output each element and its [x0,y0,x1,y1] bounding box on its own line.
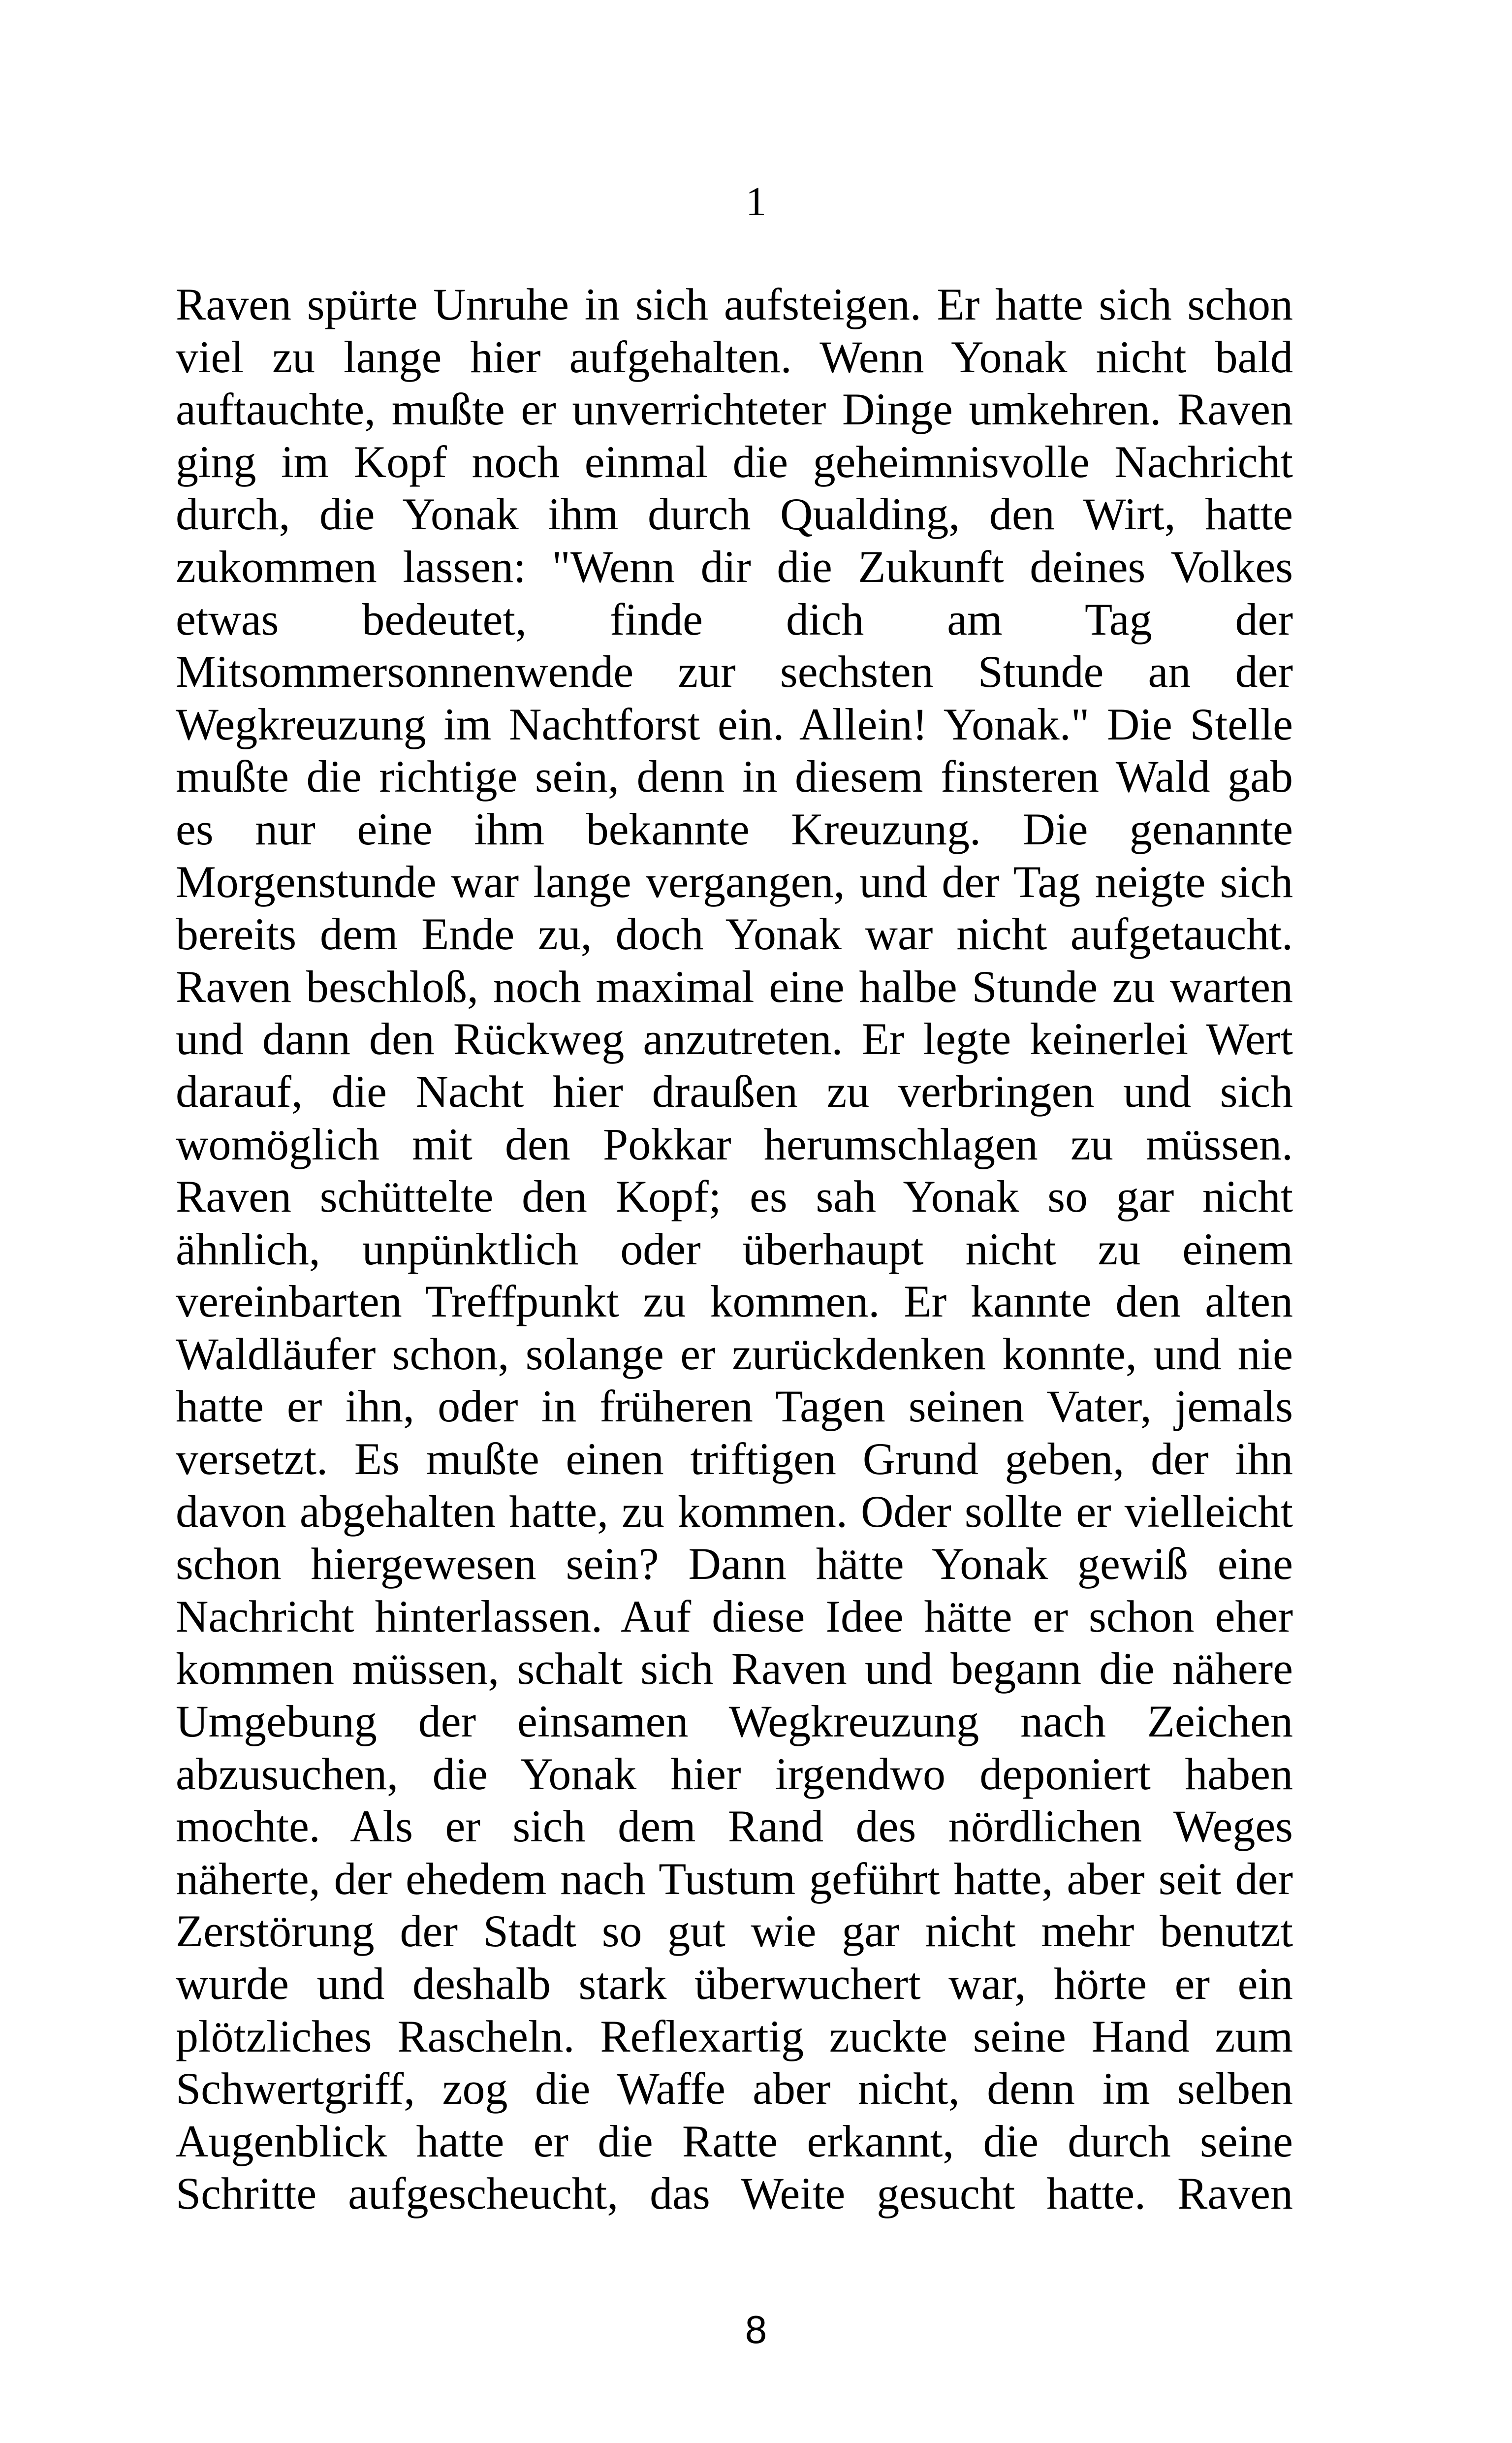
body-text [176,278,1293,2220]
text-line: Wegkreuzung im Nachtforst ein. Allein! Yonak." Die Stelle [176,699,1293,749]
text-line: versetzt. Es mußte einen triftigen Grund geben, der ihn [176,1434,1293,1484]
text-line: Raven spürte Unruhe in sich aufsteigen. Er hatte sich schon [176,279,1293,329]
text-line: Raven schüttelte den Kopf; es sah Yonak so gar nicht [176,1171,1293,1222]
text-line: Zerstörung der Stadt so gut wie gar nicht mehr benutzt [176,1906,1293,1957]
text-line: darauf, die Nacht hier draußen zu verbringen und sich [176,1066,1293,1117]
text-line: Schritte aufgescheucht, das Weite gesucht hatte. Raven [176,2168,1293,2219]
text-line: Schwertgriff, zog die Waffe aber nicht, denn im selben [176,2063,1293,2114]
text-line: wurde und deshalb stark überwuchert war, hörte er ein [176,1959,1293,2009]
text-line: Nachricht hinterlassen. Auf diese Idee hätte er schon eher [176,1591,1293,1641]
text-line: Augenblick hatte er die Ratte erkannt, die durch seine [176,2116,1293,2166]
text-line: Morgenstunde war lange vergangen, und der Tag neigte sich [176,856,1293,907]
text-line: viel zu lange hier aufgehalten. Wenn Yonak nicht bald [176,331,1293,382]
text-line: es nur eine ihm bekannte Kreuzung. Die genannte [176,804,1293,854]
text-line: ähnlich, unpünktlich oder überhaupt nicht zu einem [176,1223,1293,1274]
text-line: näherte, der ehedem nach Tustum geführt hatte, aber seit der [176,1853,1293,1904]
text-line: womöglich mit den Pokkar herumschlagen zu müssen. [176,1119,1293,1169]
text-line: und dann den Rückweg anzutreten. Er legte keinerlei Wert [176,1014,1293,1064]
text-line: auftauchte, mußte er unverrichteter Dinge umkehren. Raven [176,384,1293,435]
text-line: ging im Kopf noch einmal die geheimnisvolle Nachricht [176,436,1293,487]
text-line: kommen müssen, schalt sich Raven und begann die nähere [176,1643,1293,1694]
page-number: 8 [745,2308,767,2351]
text-line: bereits dem Ende zu, doch Yonak war nicht aufgetaucht. [176,909,1293,960]
text-line: hatte er ihn, oder in früheren Tagen seinen Vater, jemals [176,1381,1293,1432]
text-line: mußte die richtige sein, denn in diesem finsteren Wald gab [176,751,1293,802]
text-line: Waldläufer schon, solange er zurückdenken konnte, und nie [176,1328,1293,1379]
text-line: zukommen lassen: "Wenn dir die Zukunft deines Volkes [176,541,1293,592]
text-line: schon hiergewesen sein? Dann hätte Yonak gewiß eine [176,1539,1293,1589]
text-line: vereinbarten Treffpunkt zu kommen. Er kannte den alten [176,1276,1293,1327]
chapter-number: 1 [746,179,766,225]
text-line: mochte. Als er sich dem Rand des nördlichen Weges [176,1801,1293,1852]
text-line: davon abgehalten hatte, zu kommen. Oder sollte er vielleicht [176,1486,1293,1537]
text-line: Raven beschloß, noch maximal eine halbe Stunde zu warten [176,961,1293,1012]
text-line: Umgebung der einsamen Wegkreuzung nach Zeichen [176,1696,1293,1747]
text-line: etwas bedeutet, finde dich am Tag der [176,594,1293,644]
text-line: Mitsommersonnenwende zur sechsten Stunde an der [176,646,1293,697]
text-line: durch, die Yonak ihm durch Qualding, den Wirt, hatte [176,489,1293,540]
text-line: abzusuchen, die Yonak hier irgendwo deponiert haben [176,1748,1293,1799]
text-line: plötzliches Rascheln. Reflexartig zuckte seine Hand zum [176,2011,1293,2061]
